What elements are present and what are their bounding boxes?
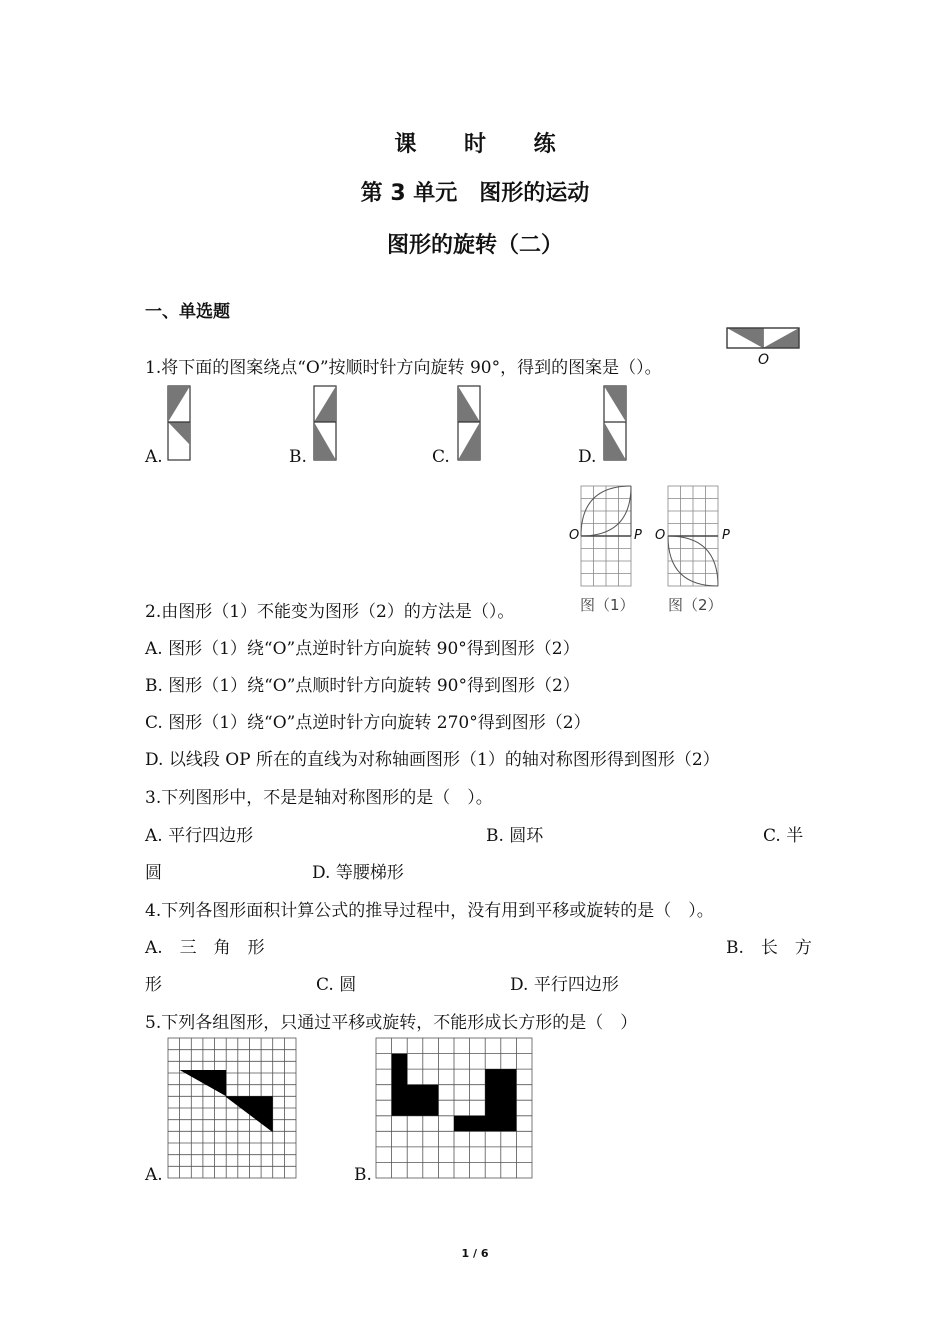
q4-stem: 4.下列各图形面积计算公式的推导过程中，没有用到平移或旋转的是（ ）。 [145,901,714,921]
q4-option-a[interactable]: A. 三 角 形 [145,938,265,958]
q3-stem: 3.下列图形中，不是是轴对称图形的是（ ）。 [145,788,493,808]
q1-option-c-figure[interactable] [457,385,483,463]
q1-option-b-figure[interactable] [313,385,339,463]
q1-option-c-label: C. [432,447,450,467]
q2-fig1-p-label: P [634,528,642,543]
page-number: 1 / 6 [461,1247,489,1260]
q2-option-d[interactable]: D. 以线段 OP 所在的直线为对称轴画图形（1）的轴对称图形得到图形（2） [145,750,720,770]
doc-title: 课 时 练 [394,132,576,157]
q1-option-a-figure[interactable] [167,385,193,463]
q2-fig1-o-label: O [569,528,580,543]
q2-fig2-o-label: O [655,528,666,543]
q5-option-a-label: A. [145,1165,163,1185]
q1-option-d-figure[interactable] [603,385,629,463]
q2-option-b[interactable]: B. 图形（1）绕“O”点顺时针方向旋转 90°得到图形（2） [145,676,580,696]
q4-option-b-part2[interactable]: 形 [145,975,162,995]
q3-option-a[interactable]: A. 平行四边形 [145,826,254,846]
q3-option-d[interactable]: D. 等腰梯形 [312,863,404,883]
q5-stem: 5.下列各组图形，只通过平移或旋转，不能形成长方形的是（ ） [145,1013,638,1033]
q5-option-a-figure[interactable] [167,1037,299,1181]
q2-option-a[interactable]: A. 图形（1）绕“O”点逆时针方向旋转 90°得到图形（2） [145,639,580,659]
unit-title: 第 3 单元 图形的运动 [360,181,590,206]
q2-fig2-p-label: P [722,528,730,543]
q4-option-b-part1[interactable]: B. 长 方 [726,938,812,958]
q3-option-b[interactable]: B. 圆环 [486,826,544,846]
q4-option-c[interactable]: C. 圆 [316,975,357,995]
lesson-title: 图形的旋转（二） [386,233,563,258]
q1-option-d-label: D. [578,447,597,467]
q1-option-b-label: B. [289,447,307,467]
section-heading: 一、单选题 [145,302,230,322]
q1-point-o-label: O [758,352,770,368]
q2-fig1-caption: 图（1） [580,596,635,614]
q2-option-c[interactable]: C. 图形（1）绕“O”点逆时针方向旋转 270°得到图形（2） [145,713,591,733]
q5-option-b-figure[interactable] [375,1037,535,1181]
q1-option-a-label: A. [145,447,163,467]
q5-option-b-label: B. [354,1165,372,1185]
q4-option-d[interactable]: D. 平行四边形 [510,975,619,995]
q2-fig2-caption: 图（2） [668,596,723,614]
q1-stem: 1.将下面的图案绕点“O”按顺时针方向旋转 90°，得到的图案是（）。 [145,358,662,378]
q3-option-c-part2[interactable]: 圆 [145,863,162,883]
q2-stem: 2.由图形（1）不能变为图形（2）的方法是（）。 [145,602,515,622]
q3-option-c-part1[interactable]: C. 半 [763,826,804,846]
